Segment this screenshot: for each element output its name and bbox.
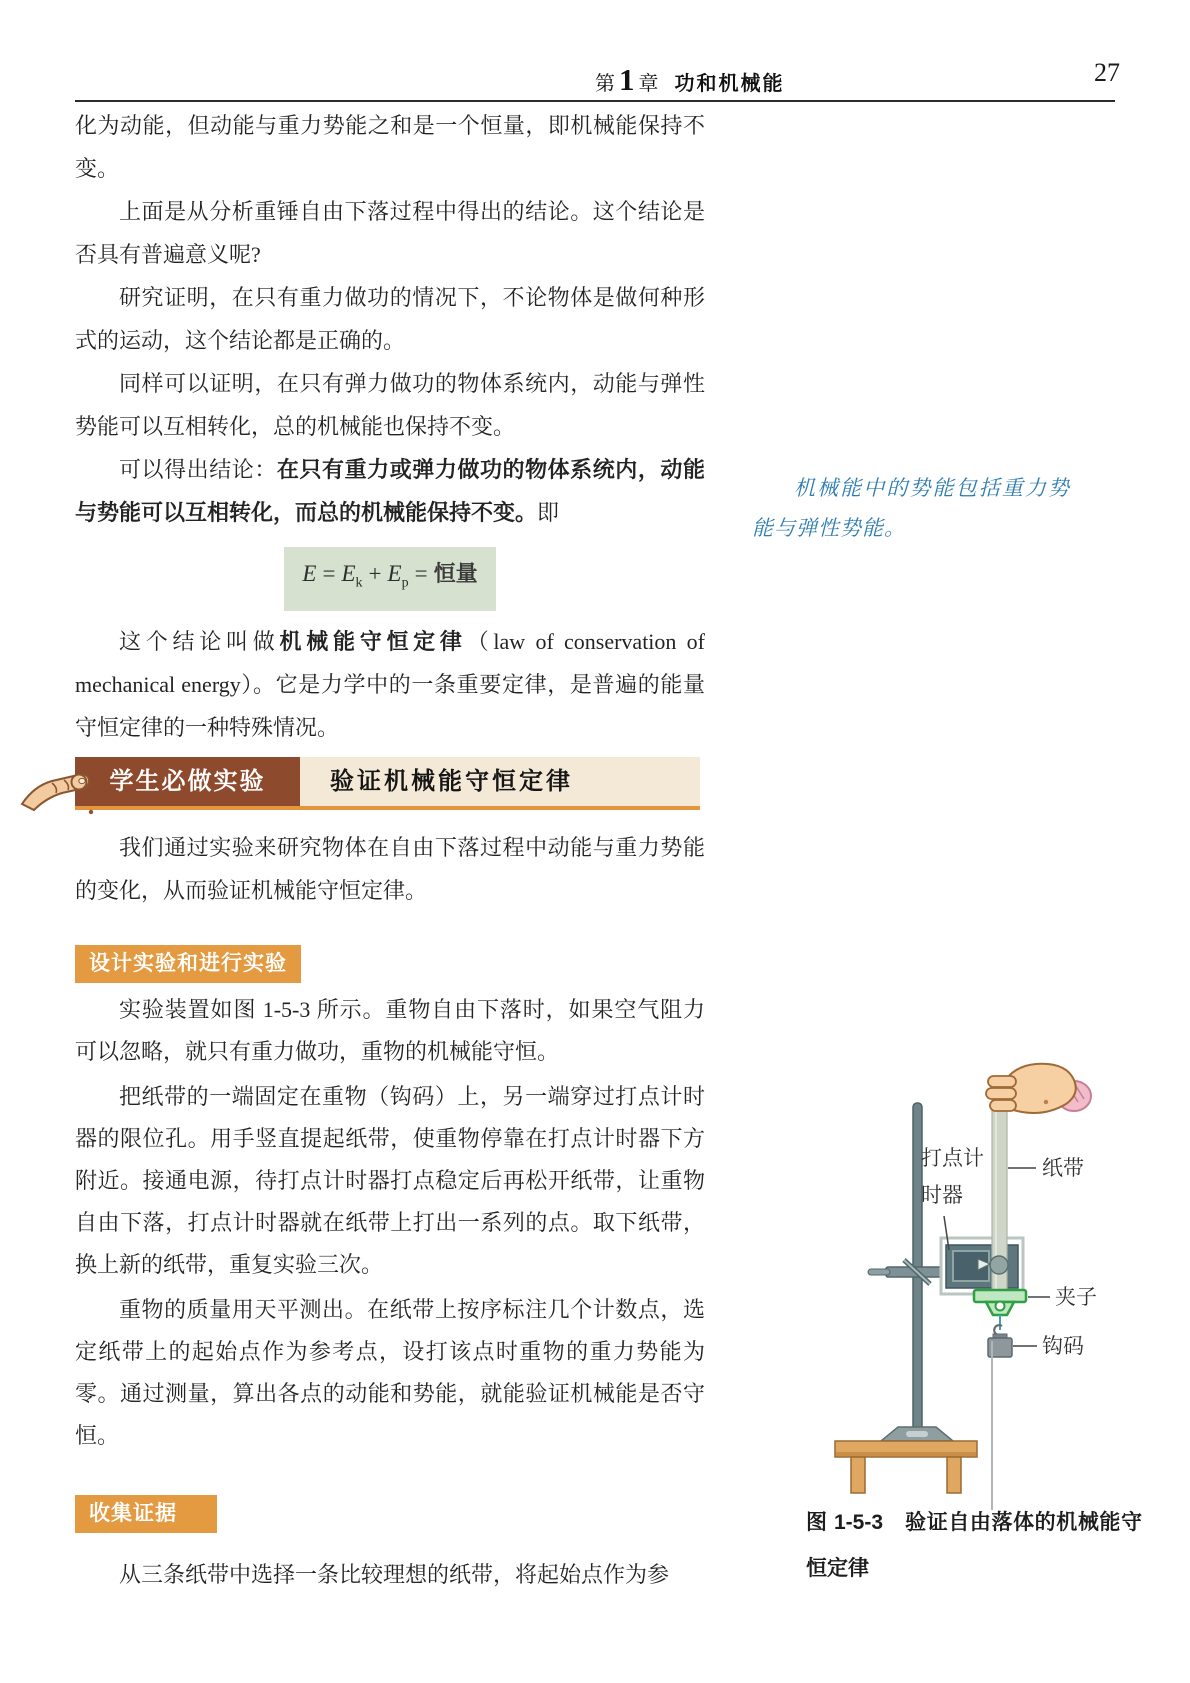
chapter-number: 1 xyxy=(619,62,635,97)
evidence-section-text xyxy=(75,1553,705,1596)
law-name-bold: 机械能守恒定律 xyxy=(279,628,467,654)
paragraph: 重物的质量用天平测出。在纸带上按序标注几个计数点，选定纸带上的起始点作为参考点，设打该点时重物的重力势能为零。通过测量，算出各点的动能和势能，就能验证机械能是否守恒。 xyxy=(75,1297,705,1448)
paragraph: 研究证明，在只有重力做功的情况下，不论物体是做何种形式的运动，这个结论都是正确的。 xyxy=(75,285,705,353)
conclusion-bold-text: 在只有重力或弹力做功的物体系统内，动能与势能可以互相转化，而总的机械能保持不变。 xyxy=(75,457,705,525)
paragraph: 我们通过实验来研究物体在自由下落过程中动能与重力势能的变化，从而验证机械能守恒定律。 xyxy=(75,835,705,903)
hook-weight xyxy=(988,1334,1012,1510)
running-head xyxy=(595,62,785,98)
paragraph: 同样可以证明，在只有弹力做功的物体系统内，动能与弹性势能可以互相转化，总的机械能也保持不变。 xyxy=(75,371,705,439)
figure-caption: 图 1-5-3 验证自由落体的机械能守恒定律 xyxy=(806,1511,1142,1580)
design-section-text xyxy=(75,989,705,1457)
label-weight: 钩码 xyxy=(1042,1334,1084,1358)
paragraph-law-definition: 这个结论叫做机械能守恒定律（law of conservation of mechanical energy）。它是力学中的一条重要定律，是普遍的能量守恒定律的一种特殊情况。 xyxy=(75,628,705,740)
section-heading-evidence: 收集证据 xyxy=(75,1495,217,1533)
margin-note: 机械能中的势能包括重力势能与弹性势能。 xyxy=(752,476,1070,540)
chapter-title: 功和机械能 xyxy=(674,73,785,95)
experiment-intro xyxy=(75,826,705,912)
label-tape: 纸带 xyxy=(1042,1156,1084,1180)
paragraph: 上面是从分析重锤自由下落过程中得出的结论。这个结论是否具有普遍意义呢? xyxy=(75,199,705,267)
paragraph: 化为动能，但动能与重力势能之和是一个恒量，即机械能保持不变。 xyxy=(75,113,705,181)
banner-underline xyxy=(75,806,700,810)
timer-knob xyxy=(990,1256,1008,1274)
label-timer: 打点计 时器 xyxy=(921,1146,984,1207)
experiment-banner-title: 验证机械能守恒定律 xyxy=(300,757,700,806)
paragraph: 实验装置如图 1-5-3 所示。重物自由下落时，如果空气阻力可以忽略，就只有重力做功，重物的机械能守恒。 xyxy=(75,997,705,1064)
apparatus-illustration xyxy=(740,1000,1140,1510)
experiment-banner xyxy=(75,757,700,806)
paragraph: 把纸带的一端固定在重物（钩码）上，另一端穿过打点计时器的限位孔。用手竖直提起纸带，使重物停靠在打点计时器下方附近。接通电源，待打点计时器打点稳定后再松开纸带，让重物自由下落，打点计时器就在纸带上打出一系列的点。取下纸带，换上新的纸带，重复实验三次。 xyxy=(75,1084,705,1277)
pointing-hand-icon xyxy=(18,746,110,818)
table xyxy=(835,1441,977,1493)
section-heading-design: 设计实验和进行实验 xyxy=(75,945,301,983)
header-rule xyxy=(75,100,1115,102)
figure-apparatus xyxy=(740,1000,1140,1510)
paragraph-conclusion: 可以得出结论：在只有重力或弹力做功的物体系统内，动能与势能可以互相转化，而总的机械能保持不变。即 xyxy=(75,457,705,525)
clamp xyxy=(974,1290,1026,1315)
mechanical-energy-formula: $E = E_k + E_p$ = 恒量 xyxy=(284,547,496,611)
paragraph: 从三条纸带中选择一条比较理想的纸带，将起始点作为参 xyxy=(119,1562,670,1587)
label-clamp: 夹子 xyxy=(1055,1285,1097,1309)
main-text-column xyxy=(75,104,705,749)
experiment-banner-tag: 学生必做实验 xyxy=(75,757,300,806)
page-number: 27 xyxy=(1094,58,1120,87)
chapter-prefix: 第 xyxy=(595,73,615,95)
hand-holding-tape xyxy=(986,1064,1091,1113)
chapter-suffix: 章 xyxy=(638,73,659,95)
